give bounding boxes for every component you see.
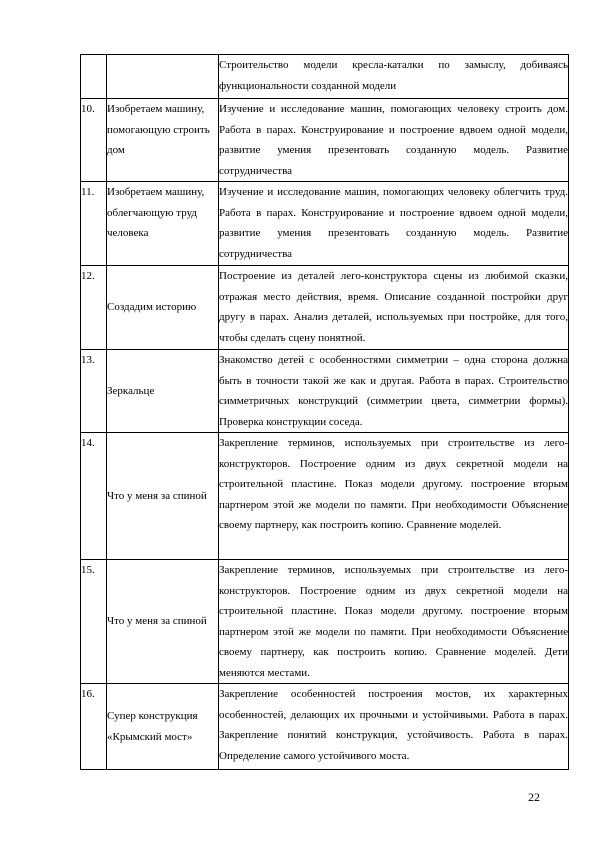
lesson-plan-table [80,54,569,770]
lesson-description: Изучение и исследование машин, помогающих человеку строить дом. Работа в парах. Конструирование и построение вдвоем одной модели, развитие умения презентовать созданную модель. Развитие сотрудничества [219,99,569,182]
lesson-number: 10. [81,99,107,182]
lesson-description: Строительство модели кресла-каталки по замыслу, добиваясь функциональности созданной модели [219,55,569,99]
page-number: 22 [528,790,540,804]
table-row [81,266,569,350]
lesson-number: 12. [81,266,107,350]
table-row [81,350,569,433]
lesson-number: 16. [81,684,107,770]
lesson-topic: Супер конструкция «Крымский мост» [107,684,219,770]
table-row [81,433,569,560]
lesson-topic: Изобретаем машину, облегчающую труд человека [107,182,219,266]
table-row [81,182,569,266]
lesson-topic: Что у меня за спиной [107,433,219,560]
lesson-topic: Что у меня за спиной [107,560,219,684]
lesson-number: 15. [81,560,107,684]
table-row [81,684,569,770]
lesson-description: Изучение и исследование машин, помогающих человеку облегчить труд. Работа в парах. Конструирование и построение вдвоем одной модели, развитие умения презентовать созданную модель. Развитие сотрудничества [219,182,569,266]
lesson-number [81,55,107,99]
lesson-description: Построение из деталей лего-конструктора сцены из любимой сказки, отражая место действия, время. Описание созданной постройки друг другу в парах. Анализ деталей, используемых при постройке, для того, чтобы сделать сцену понятной. [219,266,569,350]
table-row [81,560,569,684]
lesson-number: 11. [81,182,107,266]
lesson-description: Закрепление терминов, используемых при строительстве из лего-конструкторов. Построение одним из двух секретной модели на строительной пластине. Показ модели другому. построение вторым партнером этой же модели по памяти. При необходимости Объяснение своему партнеру, как построить копию. Сравнение моделей. Дети меняются местами. [219,560,569,684]
lesson-description: Закрепление терминов, используемых при строительстве из лего-конструкторов. Построение одним из двух секретной модели на строительной пластине. Показ модели другому. построение вторым партнером этой же модели по памяти. При необходимости Объяснение своему партнеру, как построить копию. Сравнение моделей. [219,433,569,560]
lesson-description: Знакомство детей с особенностями симметрии – одна сторона должна быть в точности такой же как и другая. Работа в парах. Строительство симметричных конструкций (симметрии цвета, симметрии формы). Проверка конструкции соседа. [219,350,569,433]
lesson-topic [107,55,219,99]
lesson-description: Закрепление особенностей построения мостов, их характерных особенностей, делающих их прочными и устойчивыми. Работа в парах. Закрепление понятий конструкция, устойчивость. Работа в парах. Определение самого устойчивого моста. [219,684,569,770]
table-row [81,55,569,99]
lesson-topic: Зеркальце [107,350,219,433]
lesson-topic: Изобретаем машину, помогающую строить дом [107,99,219,182]
lesson-number: 14. [81,433,107,560]
table-row [81,99,569,182]
lesson-topic: Создадим историю [107,266,219,350]
lesson-number: 13. [81,350,107,433]
